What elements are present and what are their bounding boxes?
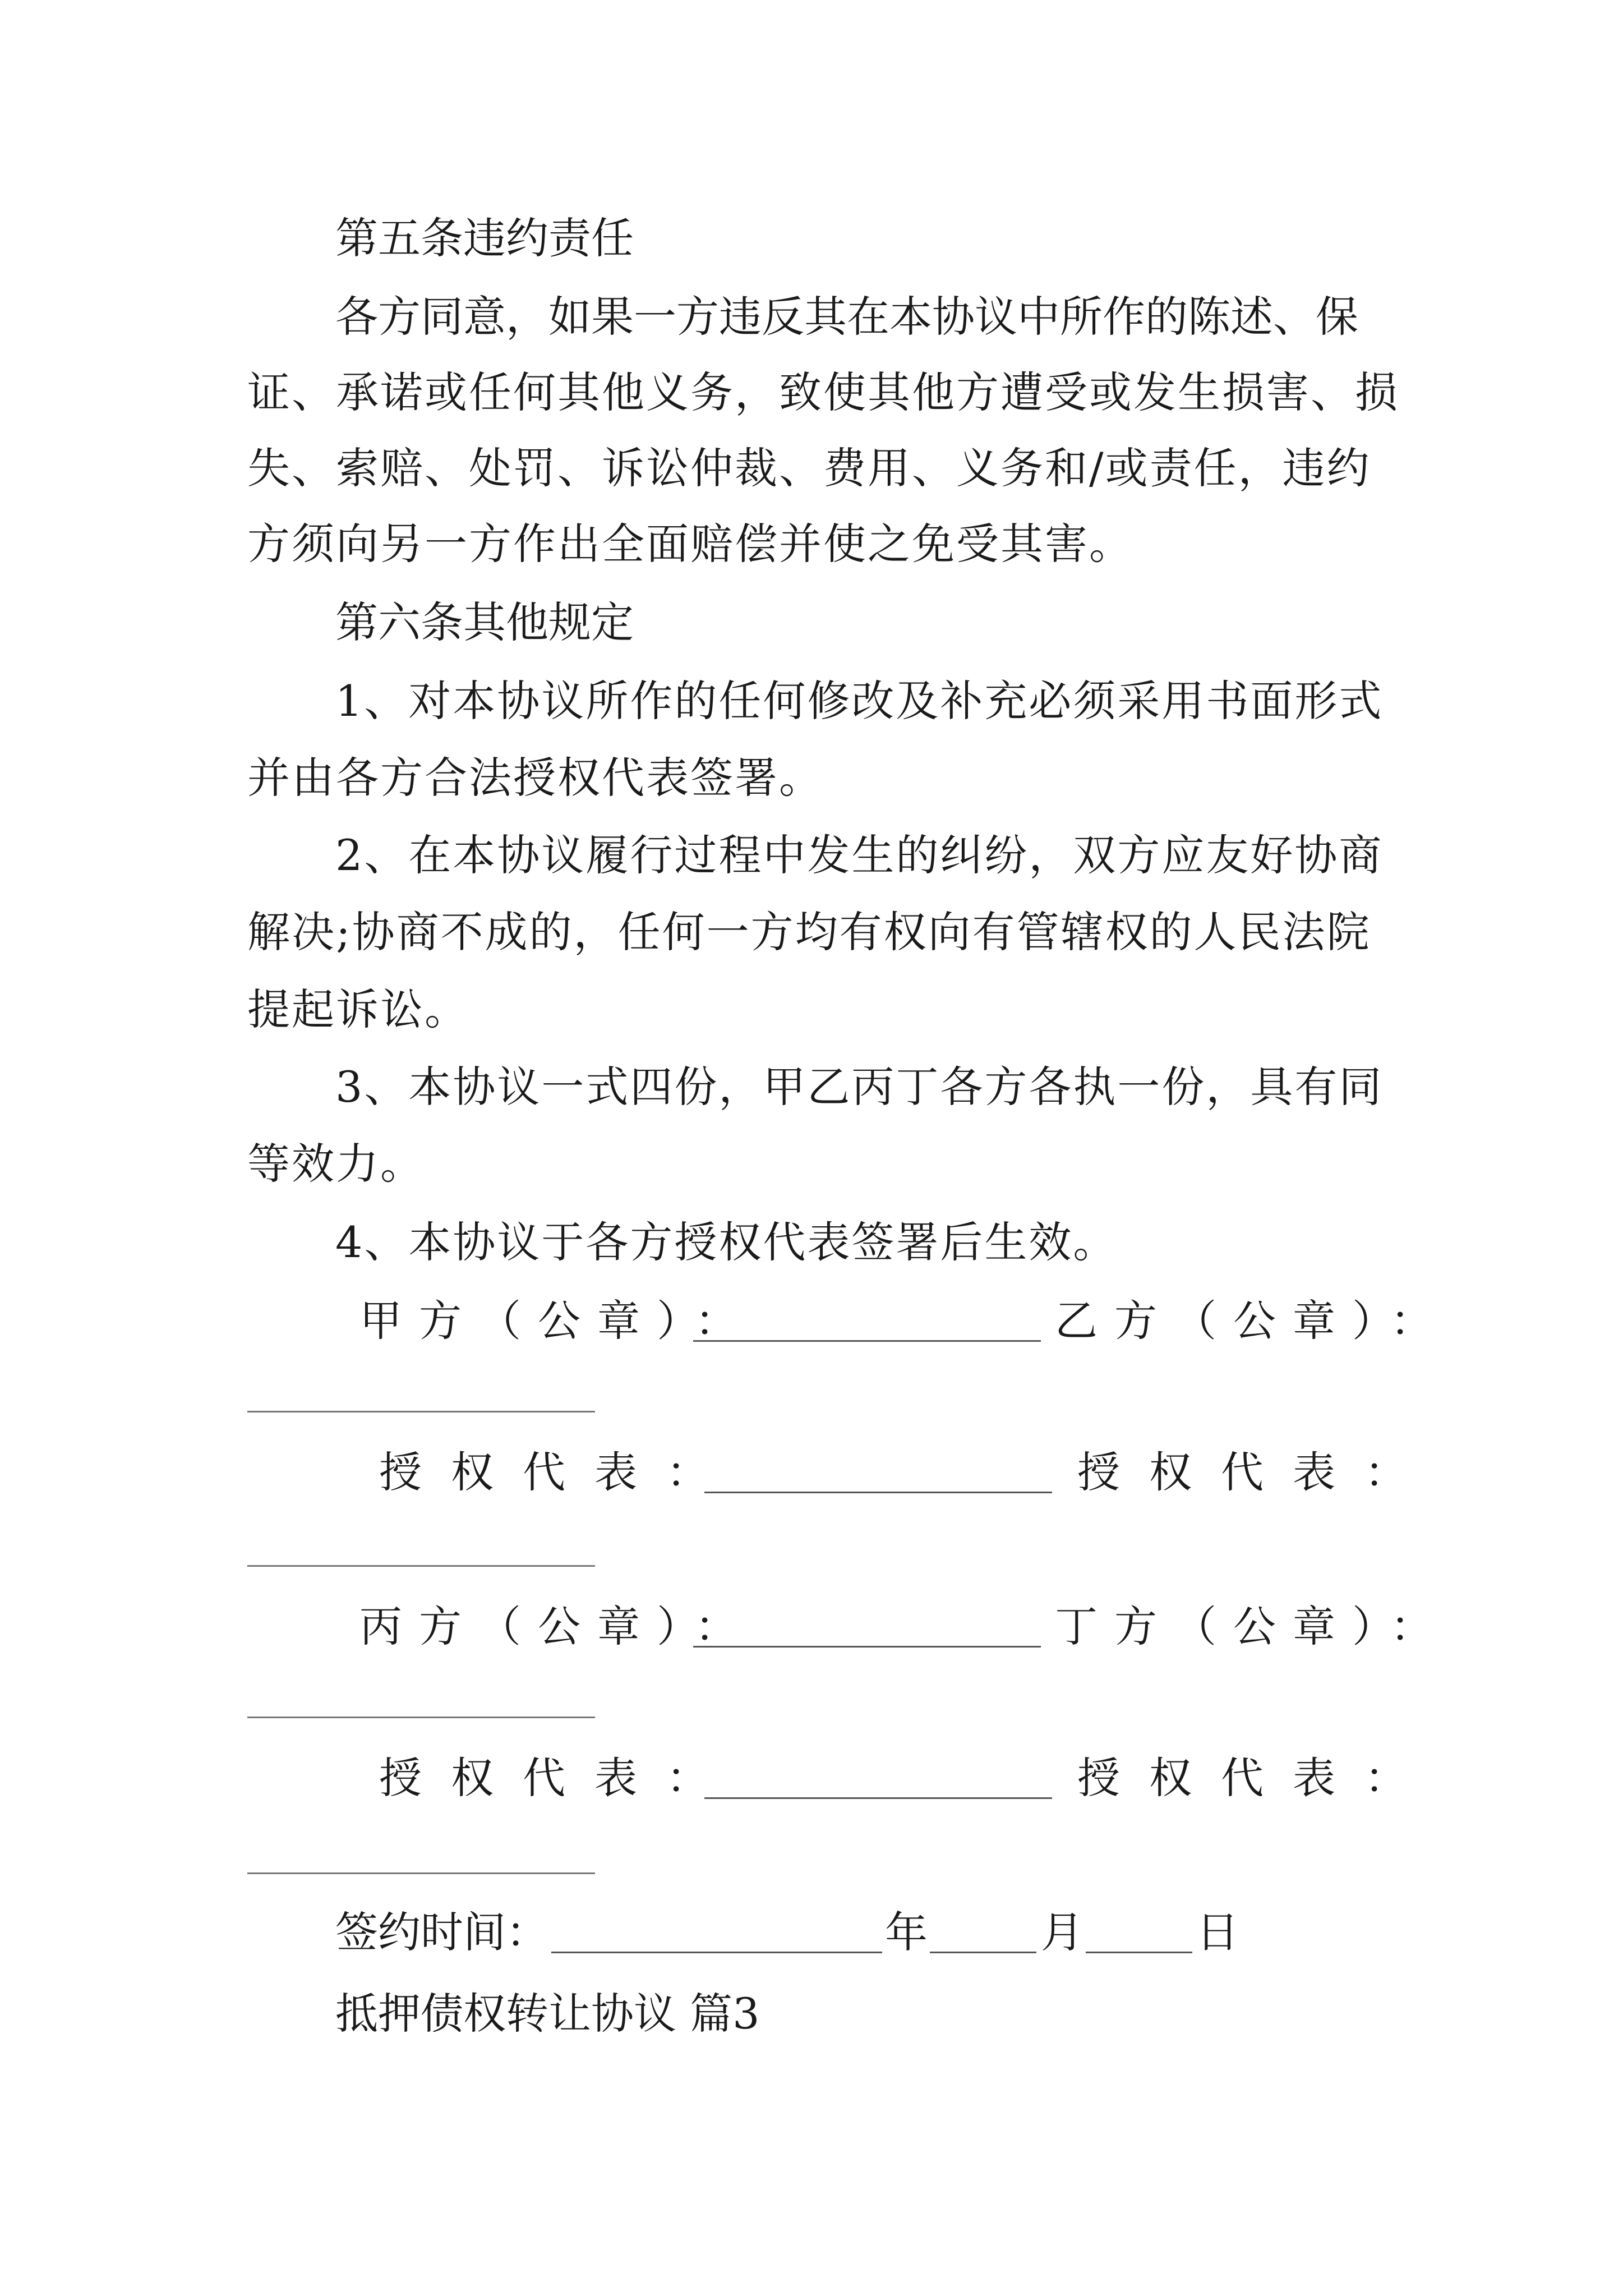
sign-date-row — [335, 1904, 1289, 1961]
signature-row-representatives-1 — [247, 1444, 1436, 1501]
party-b-seal-blank[interactable] — [247, 1411, 595, 1412]
article-6-item-2-line-1: 2、在本协议履行过程中发生的纠纷，双方应友好协商 — [335, 830, 1384, 880]
party-c-representative-blank[interactable] — [704, 1761, 1052, 1799]
next-section-title: 抵押债权转让协议 篇3 — [335, 1989, 760, 2039]
signature-row-representatives-2 — [247, 1750, 1436, 1806]
article-6-item-2-line-3: 提起诉讼。 — [247, 984, 469, 1034]
party-a-representative-blank[interactable] — [704, 1456, 1052, 1493]
sign-time-label: 签约时间： — [335, 1907, 548, 1957]
party-d-representative-label: 授权代表： — [1077, 1753, 1436, 1803]
article-5-line-4: 方须向另一方作出全面赔偿并使之免受其害。 — [247, 519, 1133, 569]
sign-date-blank[interactable] — [551, 1916, 882, 1953]
party-b-representative-label: 授权代表： — [1077, 1447, 1436, 1497]
party-a-label: 甲方（公章）： — [359, 1296, 754, 1346]
article-6-item-2-line-2: 解决;协商不成的，任何一方均有权向有管辖权的人民法院 — [247, 907, 1371, 957]
month-blank[interactable] — [930, 1916, 1036, 1953]
article-5-line-2: 证、承诺或任何其他义务，致使其他方遭受或发生损害、损 — [247, 367, 1399, 417]
day-label: 日 — [1196, 1907, 1239, 1957]
article-5-line-1: 各方同意，如果一方违反其在本协议中所作的陈述、保 — [335, 292, 1358, 342]
party-c-seal-blank[interactable] — [693, 1610, 1041, 1648]
party-b-representative-blank[interactable] — [247, 1565, 595, 1567]
article-6-item-1-line-2: 并由各方合法授权代表签署。 — [247, 753, 823, 803]
party-d-seal-blank[interactable] — [247, 1717, 595, 1718]
day-blank[interactable] — [1086, 1916, 1192, 1953]
article-5-line-3: 失、索赔、处罚、诉讼仲裁、费用、义务和/或责任，违约 — [247, 443, 1371, 493]
article-5-heading: 第五条违约责任 — [335, 213, 634, 263]
party-a-representative-label: 授权代表： — [379, 1447, 738, 1497]
article-6-item-3-line-2: 等效力。 — [247, 1139, 425, 1189]
party-c-label: 丙方（公章）： — [359, 1602, 754, 1651]
article-6-item-3-line-1: 3、本协议一式四份，甲乙丙丁各方各执一份，具有同 — [335, 1062, 1384, 1112]
signature-row-party-c-d — [247, 1599, 1450, 1655]
article-6-item-1-line-1: 1、对本协议所作的任何修改及补充必须采用书面形式 — [335, 676, 1384, 726]
party-a-seal-blank[interactable] — [693, 1304, 1041, 1342]
signature-row-party-a-b — [247, 1293, 1450, 1349]
article-6-heading: 第六条其他规定 — [335, 597, 634, 647]
month-label: 月 — [1041, 1907, 1083, 1957]
party-d-representative-blank[interactable] — [247, 1872, 595, 1874]
party-c-representative-label: 授权代表： — [379, 1753, 738, 1803]
party-d-label: 丁方（公章）： — [1055, 1602, 1450, 1651]
party-b-label: 乙方（公章）： — [1055, 1296, 1450, 1346]
article-6-item-4: 4、本协议于各方授权代表签署后生效。 — [335, 1217, 1118, 1267]
year-label: 年 — [885, 1907, 928, 1957]
